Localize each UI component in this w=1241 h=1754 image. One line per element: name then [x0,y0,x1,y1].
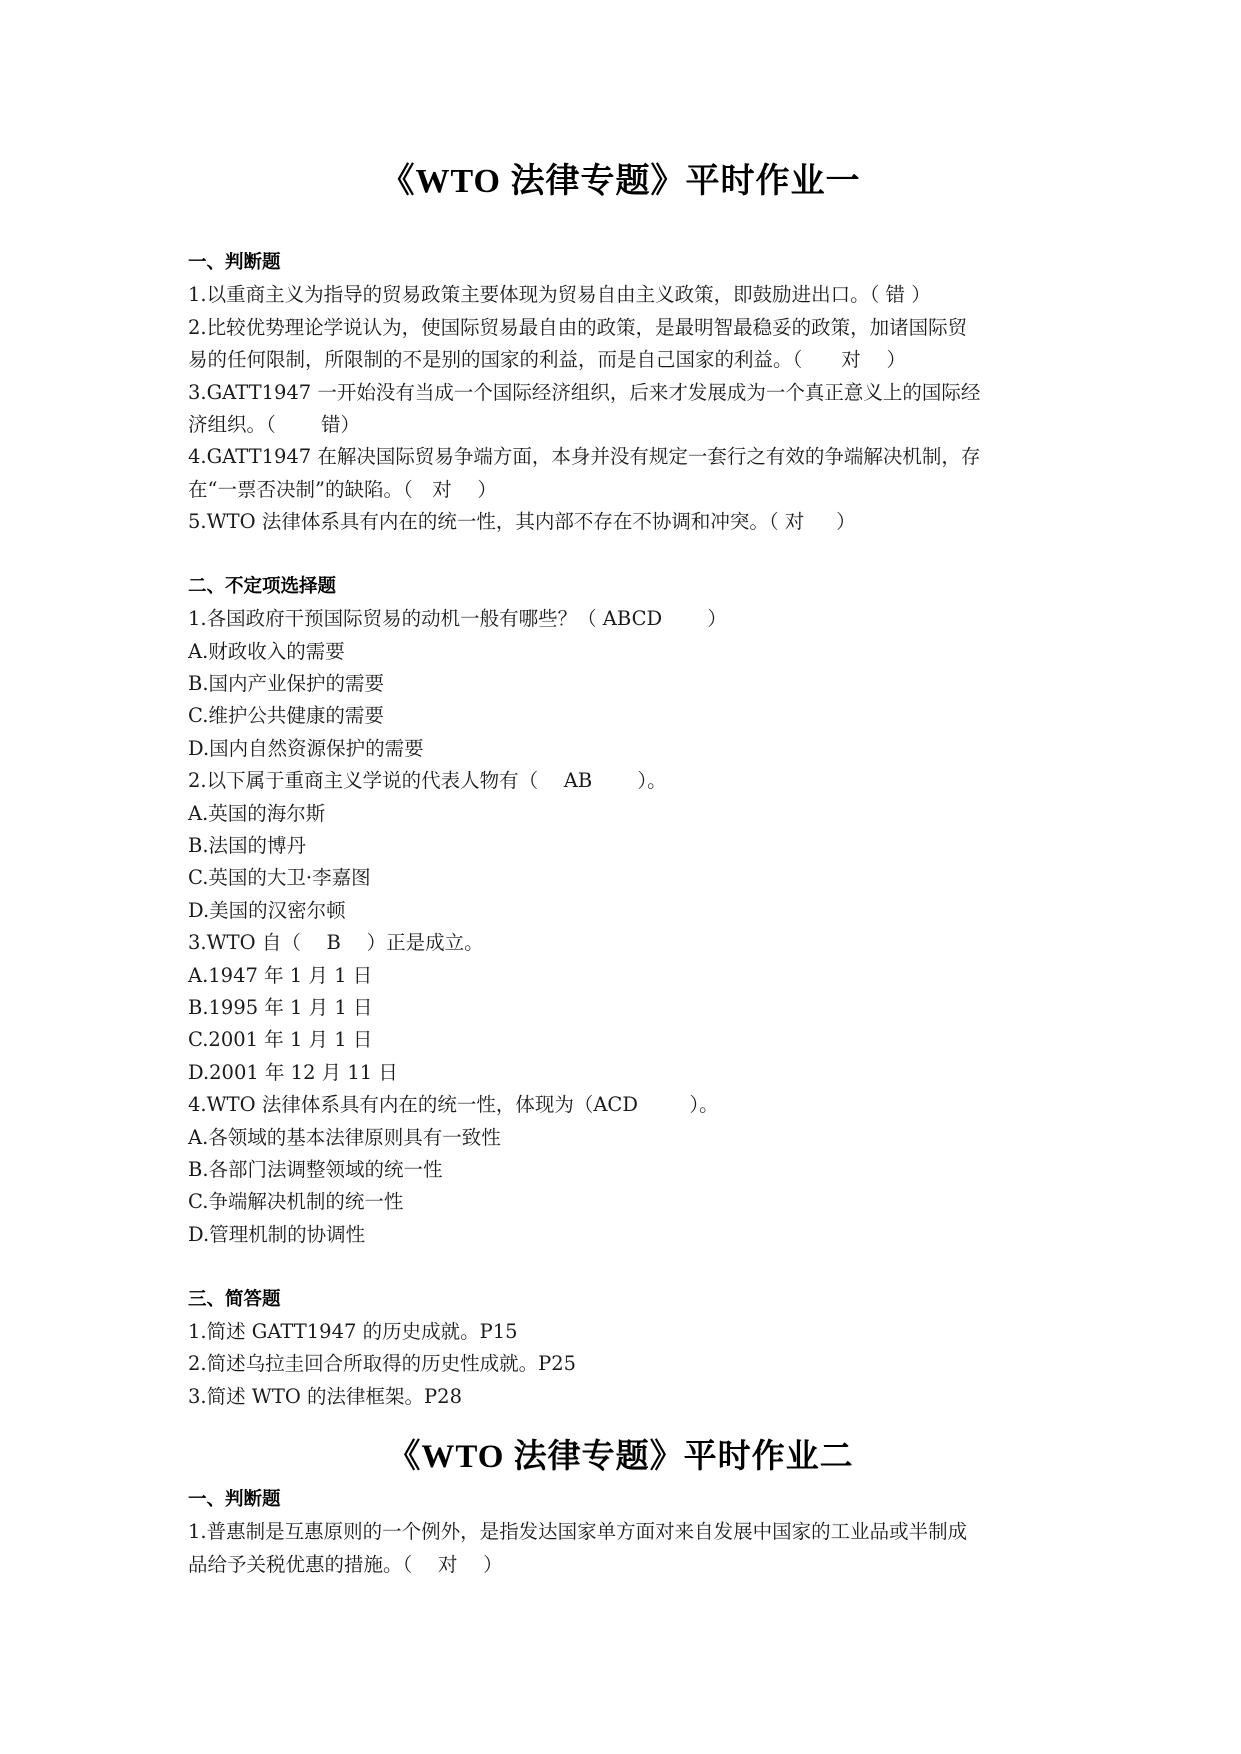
document-title-1: 《WTO 法律专题》平时作业一 [380,163,861,200]
question-sa-3: 3.简述 WTO 的法律框架。P28 [188,1384,462,1408]
question-tf-4-line-2: 在“一票否决制”的缺陷。（ 对 ） [188,477,497,501]
question-mc-1: 1.各国政府干预国际贸易的动机一般有哪些？（ ABCD ） [188,607,727,631]
question-mc-3: 3.WTO 自（ B ）正是成立。 [188,931,484,955]
assignment-1-body [188,247,1058,1413]
option-mc-3-a: A.1947 年 1 月 1 日 [188,963,373,987]
section-spacer [188,1251,1058,1283]
option-mc-2-b: B.法国的博丹 [188,834,307,858]
option-mc-4-d: D.管理机制的协调性 [188,1222,366,1246]
question-tf-3-line-1: 3.GATT1947 一开始没有当成一个国际经济组织，后来才发展成为一个真正意义上的国际经 [188,380,981,404]
option-mc-1-b: B.国内产业保护的需要 [188,672,385,696]
document-title-2: 《WTO 法律专题》平时作业二 [387,1439,854,1475]
section-heading-true-false: 一、判断题 [188,252,281,273]
option-mc-3-d: D.2001 年 12 月 11 日 [188,1060,398,1084]
question-tf-2-line-2: 易的任何限制，所限制的不是别的国家的利益，而是自己国家的利益。（ 对 ） [188,348,906,372]
option-mc-1-c: C.维护公共健康的需要 [188,704,384,728]
section-heading-true-false-2: 一、判断题 [188,1489,281,1510]
section-spacer [188,539,1058,571]
section-heading-multiple-choice: 二、不定项选择题 [188,575,337,597]
question-sa-2: 2.简述乌拉圭回合所取得的历史性成就。P25 [188,1352,577,1376]
question-tf-2-line-1: 2.比较优势理论学说认为，使国际贸易最自由的政策，是最明智最稳妥的政策，加诸国际贸 [188,315,968,339]
question-tf-4-line-1: 4.GATT1947 在解决国际贸易争端方面，本身并没有规定一套行之有效的争端解决机制，存 [188,445,981,469]
question-tf2-1-line-2: 品给予关税优惠的措施。（ 对 ） [188,1552,503,1576]
question-mc-2: 2.以下属于重商主义学说的代表人物有（ AB ）。 [188,769,667,793]
question-tf-5: 5.WTO 法律体系具有内在的统一性，其内部不存在不协调和冲突。（ 对 ） [188,510,856,534]
option-mc-1-d: D.国内自然资源保护的需要 [188,736,424,760]
question-tf-1: 1.以重商主义为指导的贸易政策主要体现为贸易自由主义政策，即鼓励进出口。（ 错 ） [188,283,931,307]
option-mc-1-a: A.财政收入的需要 [188,639,345,663]
option-mc-4-b: B.各部门法调整领域的统一性 [188,1157,443,1181]
section-heading-short-answer: 三、简答题 [188,1288,281,1310]
option-mc-3-c: C.2001 年 1 月 1 日 [188,1028,373,1052]
question-tf-3-line-2: 济组织。（ 错） [188,412,360,436]
assignment-2-body [188,1484,1058,1581]
option-mc-2-c: C.英国的大卫·李嘉图 [188,866,371,890]
option-mc-2-a: A.英国的海尔斯 [188,801,326,825]
question-tf2-1-line-1: 1.普惠制是互惠原则的一个例外，是指发达国家单方面对来自发展中国家的工业品或半制成 [188,1520,968,1544]
option-mc-2-d: D.美国的汉密尔顿 [188,898,346,922]
question-sa-1: 1.简述 GATT1947 的历史成就。P15 [188,1319,518,1343]
question-mc-4: 4.WTO 法律体系具有内在的统一性，体现为（ACD ）。 [188,1093,719,1117]
option-mc-3-b: B.1995 年 1 月 1 日 [188,995,373,1019]
option-mc-4-a: A.各领域的基本法律原则具有一致性 [188,1125,501,1149]
option-mc-4-c: C.争端解决机制的统一性 [188,1190,404,1214]
